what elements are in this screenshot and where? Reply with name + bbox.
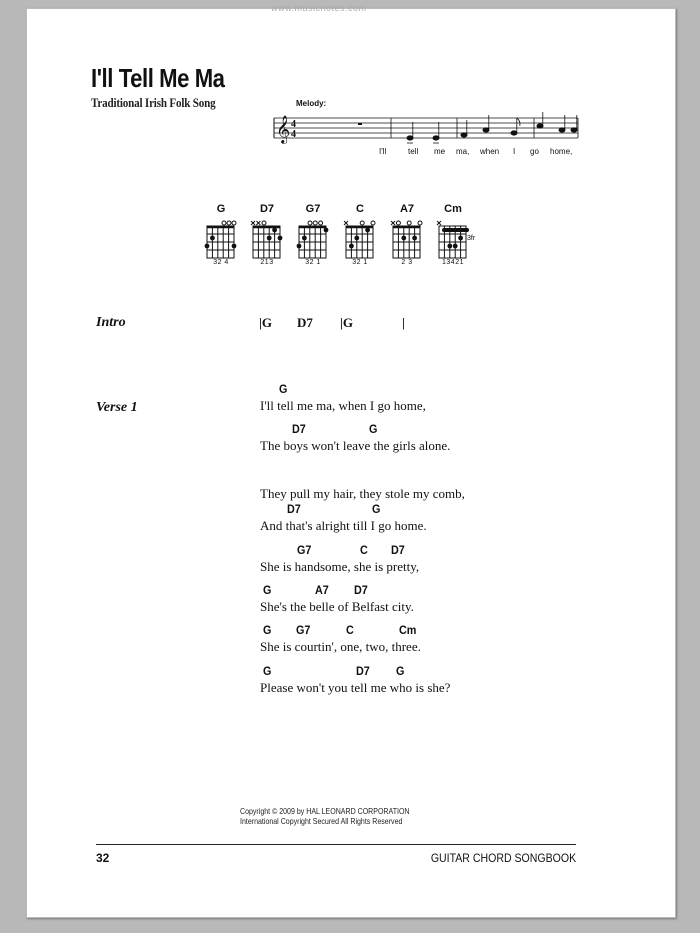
chord-row bbox=[26, 502, 676, 518]
chord-diagram-fingering: 2 3 bbox=[401, 259, 413, 266]
chord-diagram-name: C bbox=[356, 203, 364, 215]
melody-syllable: tell bbox=[408, 147, 419, 156]
chord-row bbox=[26, 543, 676, 559]
chord-symbol: G7 bbox=[296, 623, 311, 637]
watermark-url-top: www.musicnotes.com bbox=[271, 3, 367, 13]
chord-symbol: G bbox=[263, 664, 272, 678]
intro-chord: |G bbox=[259, 315, 272, 330]
chord-symbol: C bbox=[360, 543, 368, 557]
book-title: GUITAR CHORD SONGBOOK bbox=[430, 851, 576, 865]
melody-syllable: me bbox=[434, 147, 446, 156]
intro-chord: D7 bbox=[297, 315, 313, 330]
chord-symbol: D7 bbox=[354, 583, 368, 597]
treble-clef-icon: 𝄞 bbox=[276, 115, 291, 143]
verse-1-label: Verse 1 bbox=[96, 400, 138, 415]
lyric-line: She is handsome, she is pretty, bbox=[260, 559, 420, 574]
lyric-line: The boys won't leave the girls alone. bbox=[260, 438, 451, 453]
chord-diagram-fingering: 32 1 bbox=[305, 259, 321, 266]
chord-diagram-name: A7 bbox=[399, 203, 415, 215]
melody-syllable: home, bbox=[550, 147, 573, 156]
time-signature-top: 4 bbox=[291, 119, 296, 130]
intro-label: Intro bbox=[96, 315, 126, 330]
chord-symbol: G bbox=[396, 664, 405, 678]
footer-divider bbox=[96, 844, 576, 845]
chord-row bbox=[26, 382, 676, 398]
chord-symbol: D7 bbox=[391, 543, 405, 557]
lyric-line: And that's alright till I go home. bbox=[260, 518, 427, 533]
lyric-line: They pull my hair, they stole my comb, bbox=[260, 486, 465, 501]
intro-chord: |G bbox=[340, 315, 353, 330]
melody-label: Melody: bbox=[296, 99, 327, 108]
melody-syllable: I'll bbox=[379, 147, 387, 156]
page-number: 32 bbox=[96, 851, 110, 865]
chord-symbol: G bbox=[263, 623, 272, 637]
chord-symbol: G bbox=[263, 583, 272, 597]
chord-row bbox=[26, 664, 676, 680]
chord-symbol: G bbox=[372, 502, 381, 516]
melody-syllable: ma, bbox=[456, 147, 470, 156]
chord-diagram-name: D7 bbox=[259, 203, 275, 215]
melody-syllable: when bbox=[480, 147, 500, 156]
time-signature-bottom: 4 bbox=[291, 129, 296, 140]
chord-diagram-name: G7 bbox=[305, 203, 321, 215]
chord-diagram-name: G bbox=[216, 203, 226, 215]
lyric-line: I'll tell me ma, when I go home, bbox=[260, 398, 426, 413]
chord-symbol: C bbox=[346, 623, 354, 637]
melody-syllable: go bbox=[530, 147, 539, 156]
chord-row bbox=[26, 583, 676, 599]
melody-staff bbox=[274, 110, 584, 150]
chord-diagram-fingering: 13421 bbox=[442, 259, 464, 266]
svg-text:3fr: 3fr bbox=[467, 235, 476, 242]
chord-symbol: G bbox=[369, 422, 378, 436]
copyright-line-1: Copyright © 2009 by HAL LEONARD CORPORATION bbox=[240, 807, 410, 816]
chord-symbol: A7 bbox=[315, 583, 329, 597]
chord-symbol: D7 bbox=[356, 664, 370, 678]
chord-symbol: D7 bbox=[292, 422, 306, 436]
lyric-line: She's the belle of Belfast city. bbox=[260, 599, 414, 614]
chord-diagram-fingering: 32 4 bbox=[213, 259, 229, 266]
intro-barline: | bbox=[402, 315, 405, 330]
lyric-line: Please won't you tell me who is she? bbox=[260, 680, 451, 695]
chord-row bbox=[26, 623, 676, 639]
song-title: I'll Tell Me Ma bbox=[91, 63, 225, 93]
chord-diagram-fingering: 213 bbox=[260, 259, 274, 266]
chord-symbol: G bbox=[279, 382, 288, 396]
lyric-line: She is courtin', one, two, three. bbox=[260, 639, 421, 654]
copyright-notice bbox=[240, 807, 410, 827]
chord-symbol: D7 bbox=[287, 502, 301, 516]
chord-diagram-name: Cm bbox=[444, 203, 462, 215]
sheet-page bbox=[26, 3, 676, 918]
melody-syllable: I bbox=[513, 147, 516, 156]
chord-symbol: Cm bbox=[399, 623, 417, 637]
chord-diagram-fingering: 32 1 bbox=[352, 259, 368, 266]
song-subtitle: Traditional Irish Folk Song bbox=[91, 95, 216, 110]
copyright-line-2: International Copyright Secured All Rights Reserved bbox=[240, 817, 403, 826]
chord-row bbox=[26, 422, 676, 438]
chord-symbol: G7 bbox=[297, 543, 312, 557]
